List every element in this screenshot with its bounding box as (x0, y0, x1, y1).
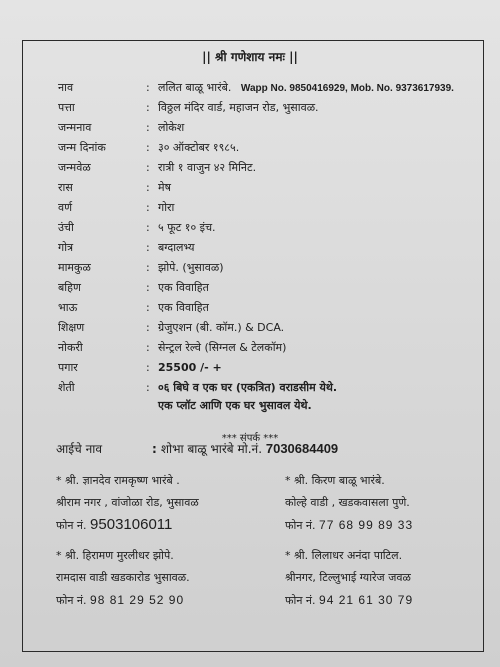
reference-address: रामदास वाडी खडकारोड भुसावळ. (56, 571, 190, 584)
field-label: जन्मवेळ (58, 161, 91, 174)
field-label: नोकरी (58, 341, 83, 354)
reference-phone: 9503106011 (90, 516, 173, 533)
property-line-2: एक प्लॉट आणि एक घर भुसावल येथे. (158, 399, 312, 412)
phone-label: फोन नं. (285, 519, 316, 532)
phone-label: फोन नं. (56, 594, 87, 607)
mother-contact: आईचे नाव : शोभा बाळू भारंबे मो.नं. 7030684409 (56, 441, 339, 456)
field-row-name: नाव : ललित बाळू भारंबे. Wapp No. 9850416929, Mob. No. 9373617939. (58, 81, 454, 94)
reference-address: श्रीनगर, टिल्लुभाई ग्यारेज जवळ (285, 571, 411, 584)
field-label: पगार (58, 361, 78, 374)
field-row: वर्ण : गोरा (58, 201, 175, 214)
reference-name: * श्री. किरण बाळू भारंबे. (285, 474, 385, 487)
field-label: मामकुळ (58, 261, 91, 274)
mother-phone: 7030684409 (265, 441, 339, 456)
field-row: भाऊ : एक विवाहित (58, 301, 209, 314)
field-value: ०६ बिघे व एक घर (एकत्रित) वराडसीम येथे. (158, 381, 338, 394)
field-row-salary: पगार : 25500 /- + (58, 361, 222, 374)
field-value: बग्दालभ्य (158, 241, 195, 254)
contact-heading: *** संपर्क *** (221, 433, 279, 444)
field-value: मेष (158, 181, 171, 194)
field-label: उंची (58, 221, 74, 234)
field-row: शिक्षण : ग्रेजुएशन (बी. कॉम.) & DCA. (58, 321, 285, 334)
field-row: बहिण : एक विवाहित (58, 281, 209, 294)
field-value: विठ्ठल मंदिर वार्ड, महाजन रोड, भुसावळ. (158, 101, 319, 114)
field-label: पत्ता (58, 101, 75, 114)
field-label: जन्म दिनांक (58, 141, 106, 154)
field-label: भाऊ (58, 301, 78, 314)
field-value: रात्री १ वाजुन ४२ मिनिट. (158, 161, 257, 174)
field-label: शिक्षण (58, 321, 85, 334)
field-value: एक विवाहित (158, 301, 209, 314)
field-value: ५ फूट १० इंच. (158, 221, 216, 234)
reference-phone: 77 68 99 89 33 (319, 518, 414, 532)
reference-name: * श्री. हिरामण मुरलीधर झोपे. (56, 549, 174, 562)
reference-card (285, 470, 413, 537)
field-value: सेन्ट्रल रेल्वे (सिग्नल & टेलकॉम) (158, 341, 287, 354)
field-label: वर्ण (58, 201, 73, 214)
reference-card (56, 545, 190, 612)
field-row: पत्ता : विठ्ठल मंदिर वार्ड, महाजन रोड, भुसावळ. (58, 101, 319, 114)
field-row: नोकरी : सेन्ट्रल रेल्वे (सिग्नल & टेलकॉम) (58, 341, 287, 354)
field-label: बहिण (58, 281, 81, 294)
field-row: उंची : ५ फूट १० इंच. (58, 221, 216, 234)
field-value: ३० ऑक्टोबर १९८५. (158, 141, 240, 154)
field-row: मामकुळ : झोपे. (भुसावळ) (58, 261, 224, 274)
reference-address: श्रीराम नगर , वांजोळा रोड, भुसावळ (56, 496, 199, 509)
field-label: जन्मनाव (58, 121, 92, 134)
reference-card (56, 470, 199, 537)
field-value: लोकेश (158, 121, 185, 134)
field-row: गोत्र : बग्दालभ्य (58, 241, 195, 254)
page-title: || श्री गणेशाय नमः || (202, 50, 298, 64)
field-value: झोपे. (भुसावळ) (158, 261, 224, 274)
phone-label: फोन नं. (56, 519, 87, 532)
field-value: 25500 /- + (158, 361, 222, 374)
field-row: जन्म दिनांक : ३० ऑक्टोबर १९८५. (58, 141, 240, 154)
contact-numbers: Wapp No. 9850416929, Mob. No. 9373617939. (240, 83, 454, 94)
field-value: ग्रेजुएशन (बी. कॉम.) & DCA. (158, 321, 285, 334)
field-label: शेती (58, 381, 75, 394)
mother-label: आईचे नाव (56, 442, 103, 456)
field-value: एक विवाहित (158, 281, 209, 294)
field-row: रास : मेष (58, 181, 171, 194)
field-row: शेती : ०६ बिघे व एक घर (एकत्रित) वराडसीम येथे. (58, 381, 338, 394)
mother-name: शोभा बाळू भारंबे मो.नं. (160, 442, 263, 456)
reference-card (285, 545, 413, 612)
field-value: ललित बाळू भारंबे. (158, 81, 232, 94)
field-label: गोत्र (58, 241, 74, 254)
field-row: जन्मवेळ : रात्री १ वाजुन ४२ मिनिट. (58, 161, 257, 174)
field-label: नाव (58, 81, 74, 94)
field-label: रास (58, 181, 73, 194)
reference-name: * श्री. लिलाधर अनंदा पाटिल. (285, 549, 403, 562)
reference-phone: 94 21 61 30 79 (319, 593, 414, 607)
phone-label: फोन नं. (285, 594, 316, 607)
field-value: गोरा (158, 201, 175, 214)
reference-name: * श्री. ज्ञानदेव रामकृष्ण भारंबे . (56, 474, 180, 487)
reference-address: कोल्हे वाडी , खडकवासला पुणे. (285, 496, 410, 509)
field-row: जन्मनाव : लोकेश (58, 121, 185, 134)
reference-phone: 98 81 29 52 90 (90, 593, 185, 607)
